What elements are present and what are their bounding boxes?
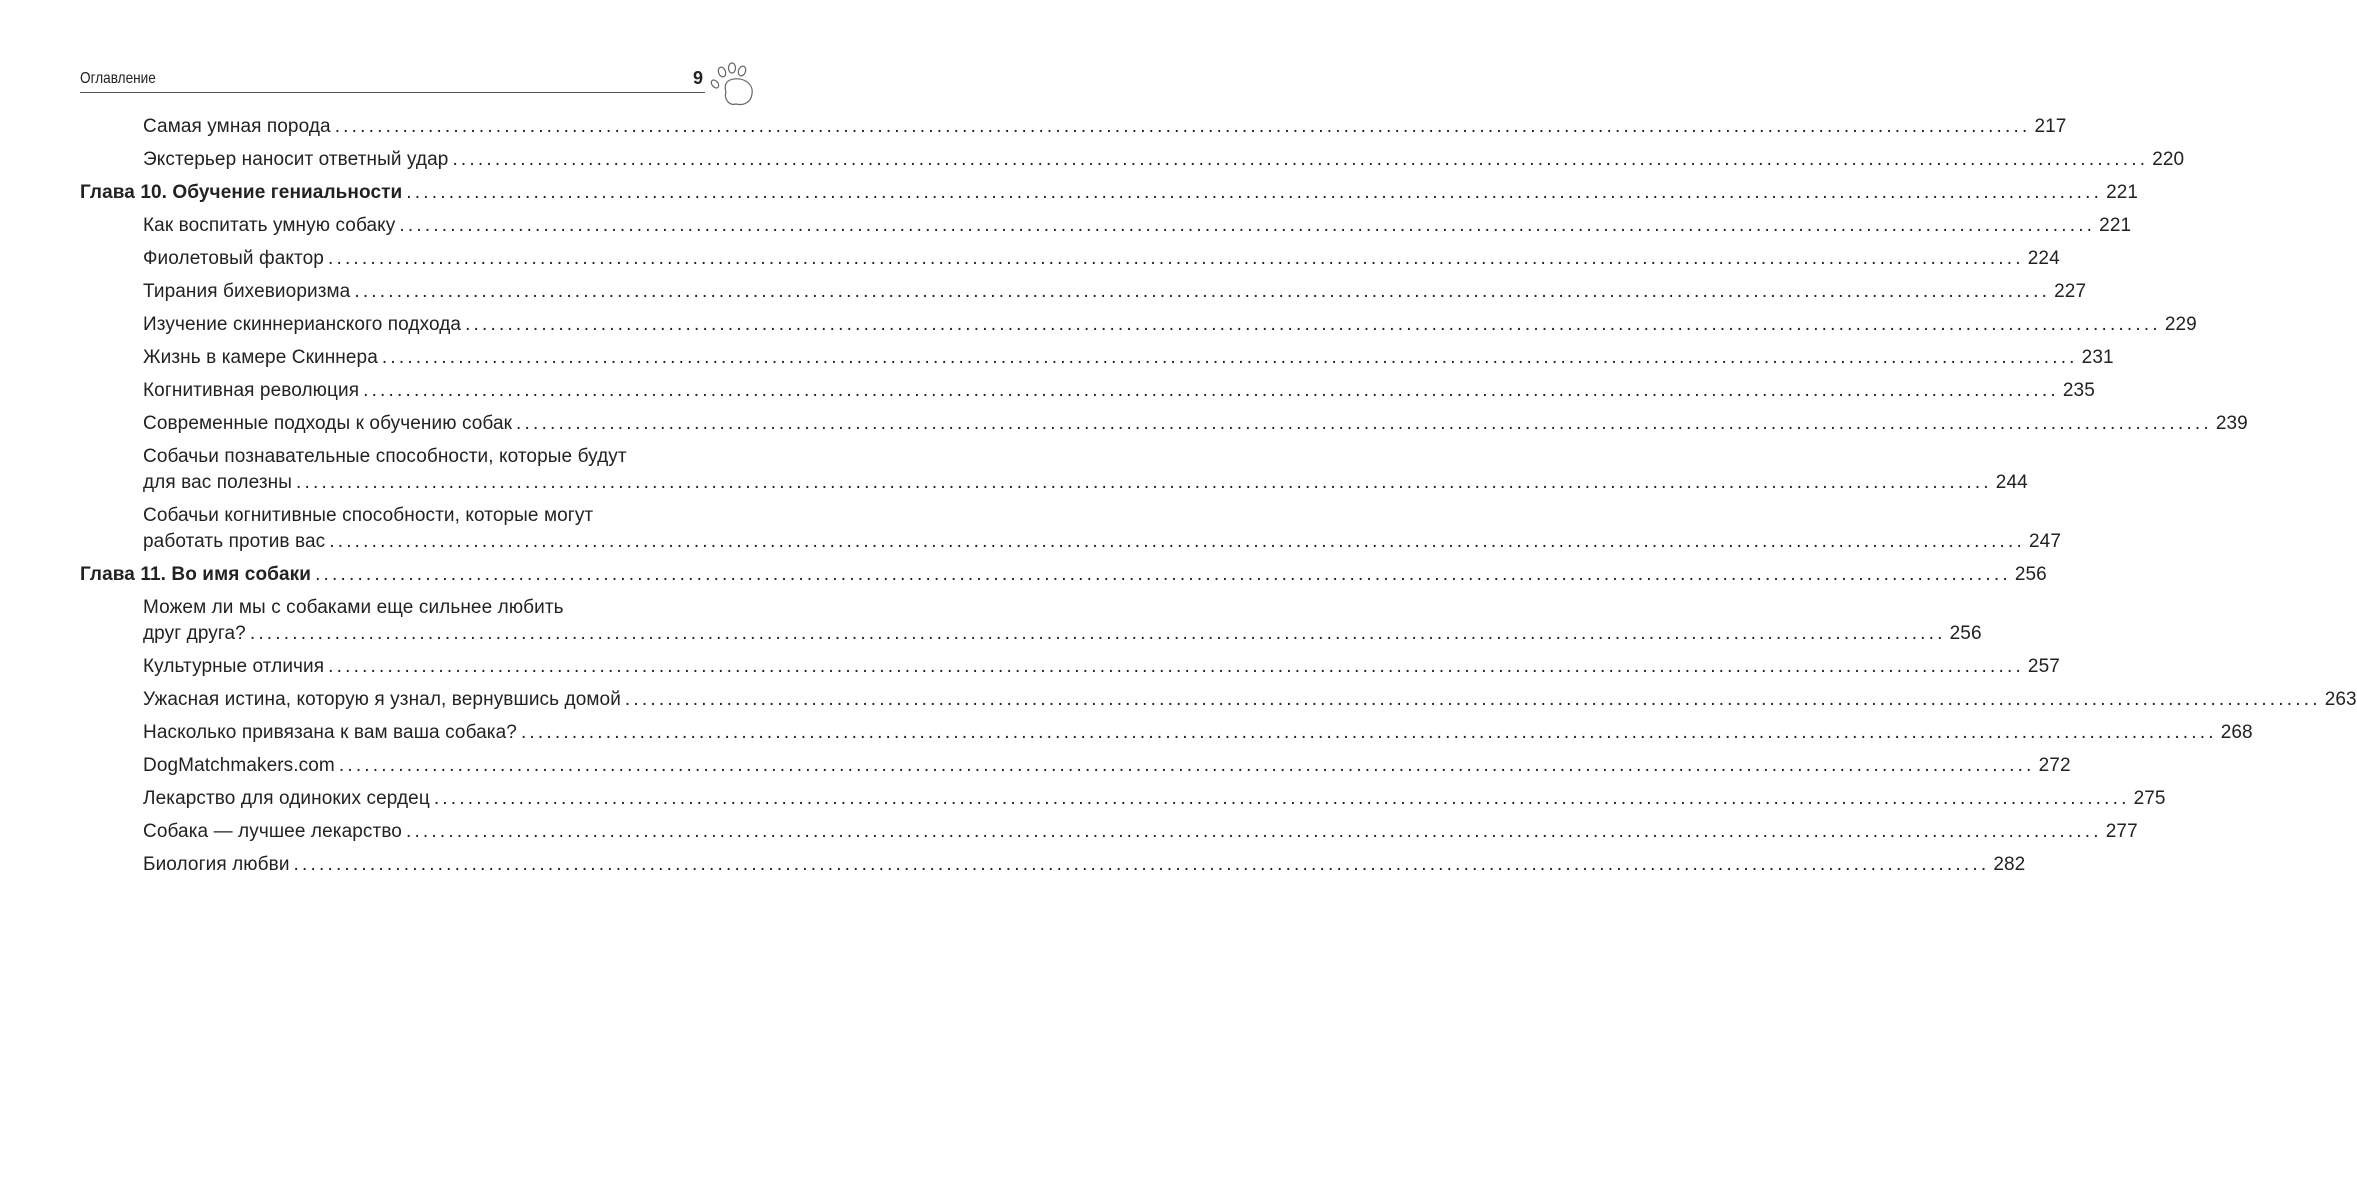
dot-leader: ........................................................................................................................................................................................................ bbox=[338, 755, 2035, 776]
entry-title: друг друга? bbox=[143, 623, 246, 644]
dot-leader: ........................................................................................................................................................................................................ bbox=[399, 215, 2096, 236]
entry-page-number: 268 bbox=[2220, 722, 2253, 743]
entry-page-number: 231 bbox=[2081, 347, 2114, 368]
toc-section-entry[interactable] bbox=[80, 378, 2095, 404]
entry-title: Глава 10. Обучение гениальности bbox=[80, 182, 403, 203]
entry-page-number: 256 bbox=[2014, 564, 2047, 585]
entry-page-number: 227 bbox=[2054, 281, 2087, 302]
entry-page-number: 221 bbox=[2106, 182, 2139, 203]
entry-page-number: 275 bbox=[2133, 788, 2166, 809]
entry-title: Как воспитать умную собаку bbox=[143, 215, 396, 236]
entry-page-number: 221 bbox=[2099, 215, 2132, 236]
entry-page-number: 217 bbox=[2034, 116, 2067, 137]
entry-page-number: 277 bbox=[2105, 821, 2138, 842]
dot-leader: ........................................................................................................................................................................................................ bbox=[354, 281, 2051, 302]
dot-leader: ........................................................................................................................................................................................................ bbox=[381, 347, 2078, 368]
dot-leader: ........................................................................................................................................................................................................ bbox=[433, 788, 2130, 809]
table-of-contents bbox=[80, 114, 2357, 885]
dot-leader: ........................................................................................................................................................................................................ bbox=[293, 854, 1990, 875]
toc-chapter-entry[interactable] bbox=[80, 180, 2139, 206]
dot-leader: ........................................................................................................................................................................................................ bbox=[465, 314, 2161, 335]
dot-leader: ........................................................................................................................................................................................................ bbox=[334, 116, 2031, 137]
entry-page-number: 244 bbox=[1995, 472, 2028, 493]
dot-leader: ........................................................................................................................................................................................................ bbox=[329, 531, 2025, 552]
toc-section-entry[interactable] bbox=[80, 246, 2060, 272]
dot-leader: ........................................................................................................................................................................................................ bbox=[624, 689, 2321, 710]
dot-leader: ........................................................................................................................................................................................................ bbox=[452, 149, 2149, 170]
entry-title: Насколько привязана к вам ваша собака? bbox=[143, 722, 517, 743]
dot-leader: ........................................................................................................................................................................................................ bbox=[315, 564, 2011, 585]
dot-leader: ........................................................................................................................................................................................................ bbox=[296, 472, 1992, 493]
entry-title: Собака — лучшее лекарство bbox=[143, 821, 402, 842]
entry-title: Когнитивная революция bbox=[143, 380, 360, 401]
page-number: 9 bbox=[692, 68, 703, 88]
toc-section-entry[interactable] bbox=[80, 411, 2248, 437]
entry-title: Тирания бихевиоризма bbox=[143, 281, 351, 302]
entry-page-number: 224 bbox=[2027, 248, 2060, 269]
toc-section-entry[interactable] bbox=[80, 786, 2166, 812]
toc-section-entry[interactable] bbox=[80, 345, 2114, 371]
toc-section-entry[interactable] bbox=[80, 654, 2060, 680]
paw-print-icon bbox=[708, 62, 758, 108]
entry-title: Самая умная порода bbox=[143, 116, 331, 137]
toc-section-entry[interactable] bbox=[80, 720, 2253, 746]
toc-section-entry[interactable] bbox=[80, 279, 2087, 305]
dot-leader: ........................................................................................................................................................................................................ bbox=[363, 380, 2059, 401]
entry-page-number: 229 bbox=[2164, 314, 2197, 335]
running-header bbox=[80, 68, 705, 93]
toc-section-entry[interactable] bbox=[80, 312, 2197, 338]
entry-page-number: 247 bbox=[2029, 531, 2062, 552]
entry-title: Современные подходы к обучению собак bbox=[143, 413, 513, 434]
entry-page-number: 263 bbox=[2324, 689, 2357, 710]
entry-title: Культурные отличия bbox=[143, 656, 325, 677]
entry-page-number: 272 bbox=[2038, 755, 2071, 776]
entry-page-number: 235 bbox=[2062, 380, 2095, 401]
entry-page-number: 282 bbox=[1993, 854, 2026, 875]
entry-title: Жизнь в камере Скиннера bbox=[143, 347, 378, 368]
dot-leader: ........................................................................................................................................................................................................ bbox=[406, 182, 2103, 203]
entry-title: Глава 11. Во имя собаки bbox=[80, 564, 312, 585]
dot-leader: ........................................................................................................................................................................................................ bbox=[328, 656, 2024, 677]
entry-title: работать против вас bbox=[143, 531, 326, 552]
dot-leader: ........................................................................................................................................................................................................ bbox=[405, 821, 2102, 842]
toc-section-entry[interactable] bbox=[80, 147, 2185, 173]
entry-title: Фиолетовый фактор bbox=[143, 248, 324, 269]
header-title: Оглавление bbox=[80, 70, 156, 87]
dot-leader: ........................................................................................................................................................................................................ bbox=[327, 248, 2024, 269]
toc-section-entry[interactable] bbox=[80, 852, 2026, 878]
entry-page-number: 257 bbox=[2027, 656, 2060, 677]
entry-title-line1: Можем ли мы с собаками еще сильнее любить bbox=[143, 597, 564, 618]
entry-title: для вас полезны bbox=[143, 472, 293, 493]
toc-section-entry[interactable] bbox=[80, 114, 2067, 140]
toc-section-entry[interactable] bbox=[80, 503, 2062, 555]
dot-leader: ........................................................................................................................................................................................................ bbox=[516, 413, 2212, 434]
toc-section-entry[interactable] bbox=[80, 213, 2132, 239]
toc-chapter-entry[interactable] bbox=[80, 562, 2047, 588]
entry-title: Экстерьер наносит ответный удар bbox=[143, 149, 449, 170]
toc-section-entry[interactable] bbox=[80, 595, 1982, 647]
dot-leader: ........................................................................................................................................................................................................ bbox=[520, 722, 2217, 743]
entry-title: Ужасная истина, которую я узнал, вернувшись домой bbox=[143, 689, 621, 710]
toc-section-entry[interactable] bbox=[80, 687, 2357, 713]
entry-title-line1: Собачьи когнитивные способности, которые могут bbox=[143, 505, 594, 526]
entry-title: Лекарство для одиноких сердец bbox=[143, 788, 430, 809]
toc-section-entry[interactable] bbox=[80, 753, 2071, 779]
dot-leader: ........................................................................................................................................................................................................ bbox=[249, 623, 1946, 644]
entry-title: Биология любви bbox=[143, 854, 290, 875]
entry-title: DogMatchmakers.com bbox=[143, 755, 335, 776]
toc-section-entry[interactable] bbox=[80, 444, 2028, 496]
entry-title: Изучение скиннерианского подхода bbox=[143, 314, 462, 335]
entry-page-number: 220 bbox=[2152, 149, 2185, 170]
entry-page-number: 239 bbox=[2215, 413, 2248, 434]
toc-section-entry[interactable] bbox=[80, 819, 2138, 845]
entry-page-number: 256 bbox=[1949, 623, 1982, 644]
entry-title-line1: Собачьи познавательные способности, которые будут bbox=[143, 446, 627, 467]
